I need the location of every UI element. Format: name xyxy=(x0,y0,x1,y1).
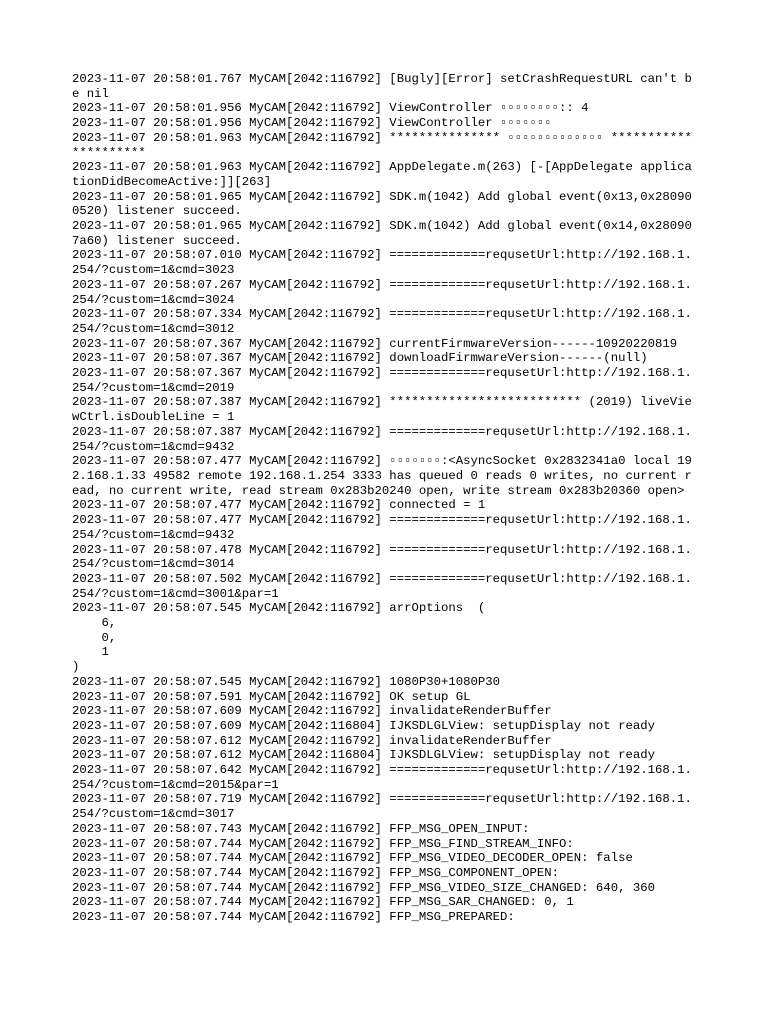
log-line: 2023-11-07 20:58:07.744 MyCAM[2042:116792] FFP_MSG_PREPARED: xyxy=(72,910,515,925)
log-line: 2023-11-07 20:58:07.591 MyCAM[2042:116792] OK setup GL xyxy=(72,689,471,704)
log-line: 2023-11-07 20:58:07.387 MyCAM[2042:116792] ************************** (2019) liveViewCtrl.isDoubleLine = 1 xyxy=(72,395,692,425)
log-line: 2023-11-07 20:58:07.743 MyCAM[2042:116792] FFP_MSG_OPEN_INPUT: xyxy=(72,821,530,836)
log-line: 2023-11-07 20:58:07.267 MyCAM[2042:116792] =============requsetUrl:http://192.168.1.254/?custom=1&cmd=3024 xyxy=(72,277,692,307)
log-line: 2023-11-07 20:58:07.502 MyCAM[2042:116792] =============requsetUrl:http://192.168.1.254/?custom=1&cmd=3001&par=1 xyxy=(72,571,692,601)
log-line: 2023-11-07 20:58:01.965 MyCAM[2042:116792] SDK.m(1042) Add global event(0x14,0x280907a60) listener succeed. xyxy=(72,219,692,248)
log-line: 2023-11-07 20:58:07.387 MyCAM[2042:116792] =============requsetUrl:http://192.168.1.254/?custom=1&cmd=9432 xyxy=(72,424,692,454)
log-line: 2023-11-07 20:58:07.545 MyCAM[2042:116792] arrOptions ( xyxy=(72,601,486,616)
log-line: 2023-11-07 20:58:07.609 MyCAM[2042:116792] invalidateRenderBuffer xyxy=(72,704,552,719)
log-line: 2023-11-07 20:58:07.719 MyCAM[2042:116792] =============requsetUrl:http://192.168.1.254/?custom=1&cmd=3017 xyxy=(72,792,692,822)
log-line: 2023-11-07 20:58:07.744 MyCAM[2042:116792] FFP_MSG_FIND_STREAM_INFO: xyxy=(72,836,574,851)
log-line: 2023-11-07 20:58:01.965 MyCAM[2042:116792] SDK.m(1042) Add global event(0x13,0x280900520) listener succeed. xyxy=(72,189,692,219)
log-line: 2023-11-07 20:58:07.478 MyCAM[2042:116792] =============requsetUrl:http://192.168.1.254/?custom=1&cmd=3014 xyxy=(72,542,692,572)
log-line: 2023-11-07 20:58:01.963 MyCAM[2042:116792] AppDelegate.m(263) [-[AppDelegate applicationDidBecomeActive:]][263] xyxy=(72,160,692,189)
log-line: 2023-11-07 20:58:01.956 MyCAM[2042:116792] ViewController ▫▫▫▫▫▫▫ xyxy=(72,116,552,131)
log-line: 2023-11-07 20:58:07.367 MyCAM[2042:116792] =============requsetUrl:http://192.168.1.254/?custom=1&cmd=2019 xyxy=(72,366,692,395)
log-line: 2023-11-07 20:58:07.334 MyCAM[2042:116792] =============requsetUrl:http://192.168.1.254/?custom=1&cmd=3012 xyxy=(72,307,692,336)
log-line: 2023-11-07 20:58:07.744 MyCAM[2042:116792] FFP_MSG_SAR_CHANGED: 0, 1 xyxy=(72,895,574,910)
log-line: 2023-11-07 20:58:07.477 MyCAM[2042:116792] ▫▫▫▫▫▫▫:<AsyncSocket 0x2832341a0 local 192.168.1.33 49582 remote 192.168.1.254 3333 has queued 0 reads 0 writes, no current read, no current write, read stream 0x283b20240 open, write stream 0x283b20360 open> xyxy=(72,454,692,498)
log-line: 2023-11-07 20:58:07.744 MyCAM[2042:116792] FFP_MSG_VIDEO_SIZE_CHANGED: 640, 360 xyxy=(72,880,655,895)
log-line: 6, xyxy=(72,616,117,631)
log-line: 2023-11-07 20:58:01.963 MyCAM[2042:116792] *************** ▫▫▫▫▫▫▫▫▫▫▫▫▫ ********************* xyxy=(72,130,692,160)
log-line: 2023-11-07 20:58:07.545 MyCAM[2042:116792] 1080P30+1080P30 xyxy=(72,674,501,689)
log-line: 2023-11-07 20:58:07.612 MyCAM[2042:116792] invalidateRenderBuffer xyxy=(72,733,552,748)
log-line: 0, xyxy=(72,630,117,645)
log-line: 2023-11-07 20:58:07.744 MyCAM[2042:116792] FFP_MSG_COMPONENT_OPEN: xyxy=(72,865,560,880)
log-line: 2023-11-07 20:58:07.612 MyCAM[2042:116804] IJKSDLGLView: setupDisplay not ready xyxy=(72,748,655,763)
log-line: 2023-11-07 20:58:07.367 MyCAM[2042:116792] downloadFirmwareVersion------(null) xyxy=(72,351,648,366)
log-line: 2023-11-07 20:58:07.744 MyCAM[2042:116792] FFP_MSG_VIDEO_DECODER_OPEN: false xyxy=(72,851,633,866)
log-document xyxy=(72,72,696,925)
log-line: 2023-11-07 20:58:07.010 MyCAM[2042:116792] =============requsetUrl:http://192.168.1.254/?custom=1&cmd=3023 xyxy=(72,248,692,278)
log-line: 2023-11-07 20:58:01.956 MyCAM[2042:116792] ViewController ▫▫▫▫▫▫▫▫:: 4 xyxy=(72,101,589,116)
log-line: 2023-11-07 20:58:07.642 MyCAM[2042:116792] =============requsetUrl:http://192.168.1.254/?custom=1&cmd=2015&par=1 xyxy=(72,763,692,792)
log-line: 2023-11-07 20:58:07.367 MyCAM[2042:116792] currentFirmwareVersion------10920220819 xyxy=(72,336,678,351)
log-line: 2023-11-07 20:58:07.609 MyCAM[2042:116804] IJKSDLGLView: setupDisplay not ready xyxy=(72,718,655,733)
log-line: ) xyxy=(72,660,80,675)
log-line: 2023-11-07 20:58:07.477 MyCAM[2042:116792] connected = 1 xyxy=(72,498,486,513)
log-line: 2023-11-07 20:58:01.767 MyCAM[2042:116792] [Bugly][Error] setCrashRequestURL can't be nil xyxy=(72,72,692,101)
log-line: 2023-11-07 20:58:07.477 MyCAM[2042:116792] =============requsetUrl:http://192.168.1.254/?custom=1&cmd=9432 xyxy=(72,513,692,542)
log-line: 1 xyxy=(72,645,109,660)
